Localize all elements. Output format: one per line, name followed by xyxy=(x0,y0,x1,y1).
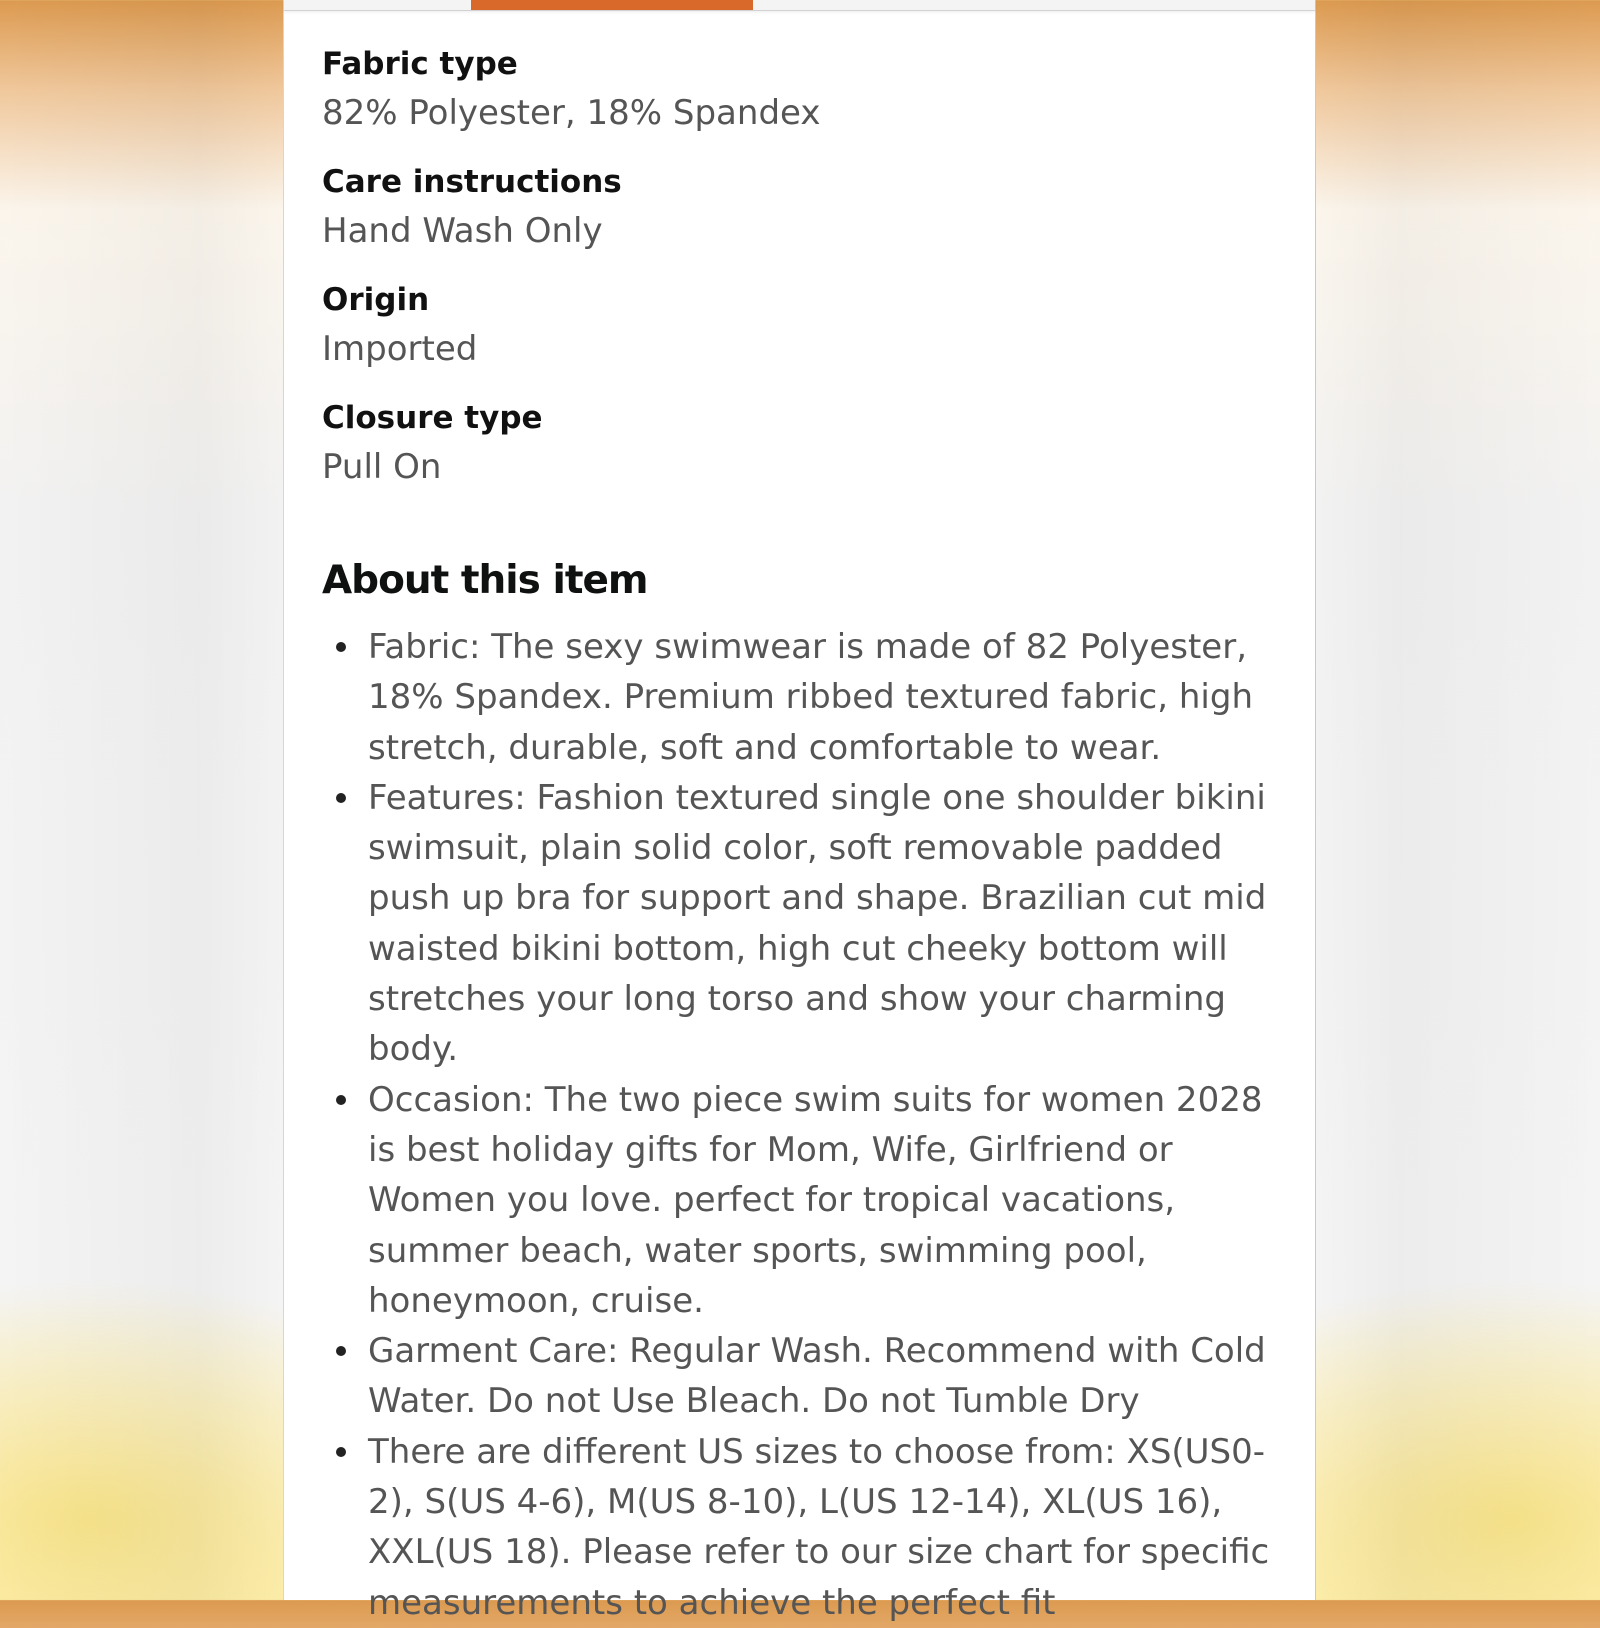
bullet-dot-icon xyxy=(336,1346,346,1356)
bullet-dot-icon xyxy=(336,1095,346,1105)
tab-bar xyxy=(284,0,1315,11)
product-details-panel xyxy=(283,0,1316,1623)
bullet-text: Occasion: The two piece swim suits for women 2028 is best holiday gifts for Mom, Wife, Girlfriend or Women you love. perfect for tropical vacations, summer beach, water sports, swimming pool, honeymoon, cruise. xyxy=(368,1079,1263,1321)
attribute-label: Closure type xyxy=(322,400,543,436)
background-right xyxy=(1315,0,1600,1600)
tab-active-indicator[interactable] xyxy=(471,0,753,10)
attribute-fabric-type xyxy=(322,44,1282,136)
about-item-bullet xyxy=(322,622,1282,773)
about-item-bullet xyxy=(322,1075,1282,1326)
about-item-list xyxy=(322,622,1282,1628)
about-item-bullet xyxy=(322,1427,1282,1628)
bullet-dot-icon xyxy=(336,1447,346,1457)
attribute-origin xyxy=(322,280,1282,372)
bullet-text: There are different US sizes to choose from: XS(US0-2), S(US 4-6), M(US 8-10), L(US 12-14), XL(US 16), XXL(US 18). Please refer to our size chart for specific measurements to achieve the perfect fit xyxy=(368,1431,1270,1623)
attribute-value: Pull On xyxy=(322,447,442,487)
attribute-value: Hand Wash Only xyxy=(322,211,603,251)
background-left xyxy=(0,0,285,1600)
bullet-text: Fabric: The sexy swimwear is made of 82 Polyester, 18% Spandex. Premium ribbed textured fabric, high stretch, durable, soft and comfortable to wear. xyxy=(368,627,1253,768)
attribute-closure-type xyxy=(322,398,1282,490)
about-item-bullet xyxy=(322,773,1282,1075)
attribute-value: 82% Polyester, 18% Spandex xyxy=(322,93,821,133)
attribute-label: Fabric type xyxy=(322,46,518,82)
bullet-dot-icon xyxy=(336,793,346,803)
attribute-label: Care instructions xyxy=(322,164,622,200)
attribute-value: Imported xyxy=(322,329,478,369)
details-content xyxy=(322,44,1282,1628)
bullet-text: Features: Fashion textured single one shoulder bikini swimsuit, plain solid color, soft removable padded push up bra for support and shape. Brazilian cut mid waisted bikini bottom, high cut cheeky bottom will stretches your long torso and show your charming body. xyxy=(368,777,1267,1070)
bullet-dot-icon xyxy=(336,642,346,652)
attribute-label: Origin xyxy=(322,282,430,318)
about-item-heading: About this item xyxy=(322,558,648,603)
about-item-bullet xyxy=(322,1326,1282,1427)
bullet-text: Garment Care: Regular Wash. Recommend with Cold Water. Do not Use Bleach. Do not Tumble Dry xyxy=(368,1331,1266,1422)
attribute-care-instructions xyxy=(322,162,1282,254)
